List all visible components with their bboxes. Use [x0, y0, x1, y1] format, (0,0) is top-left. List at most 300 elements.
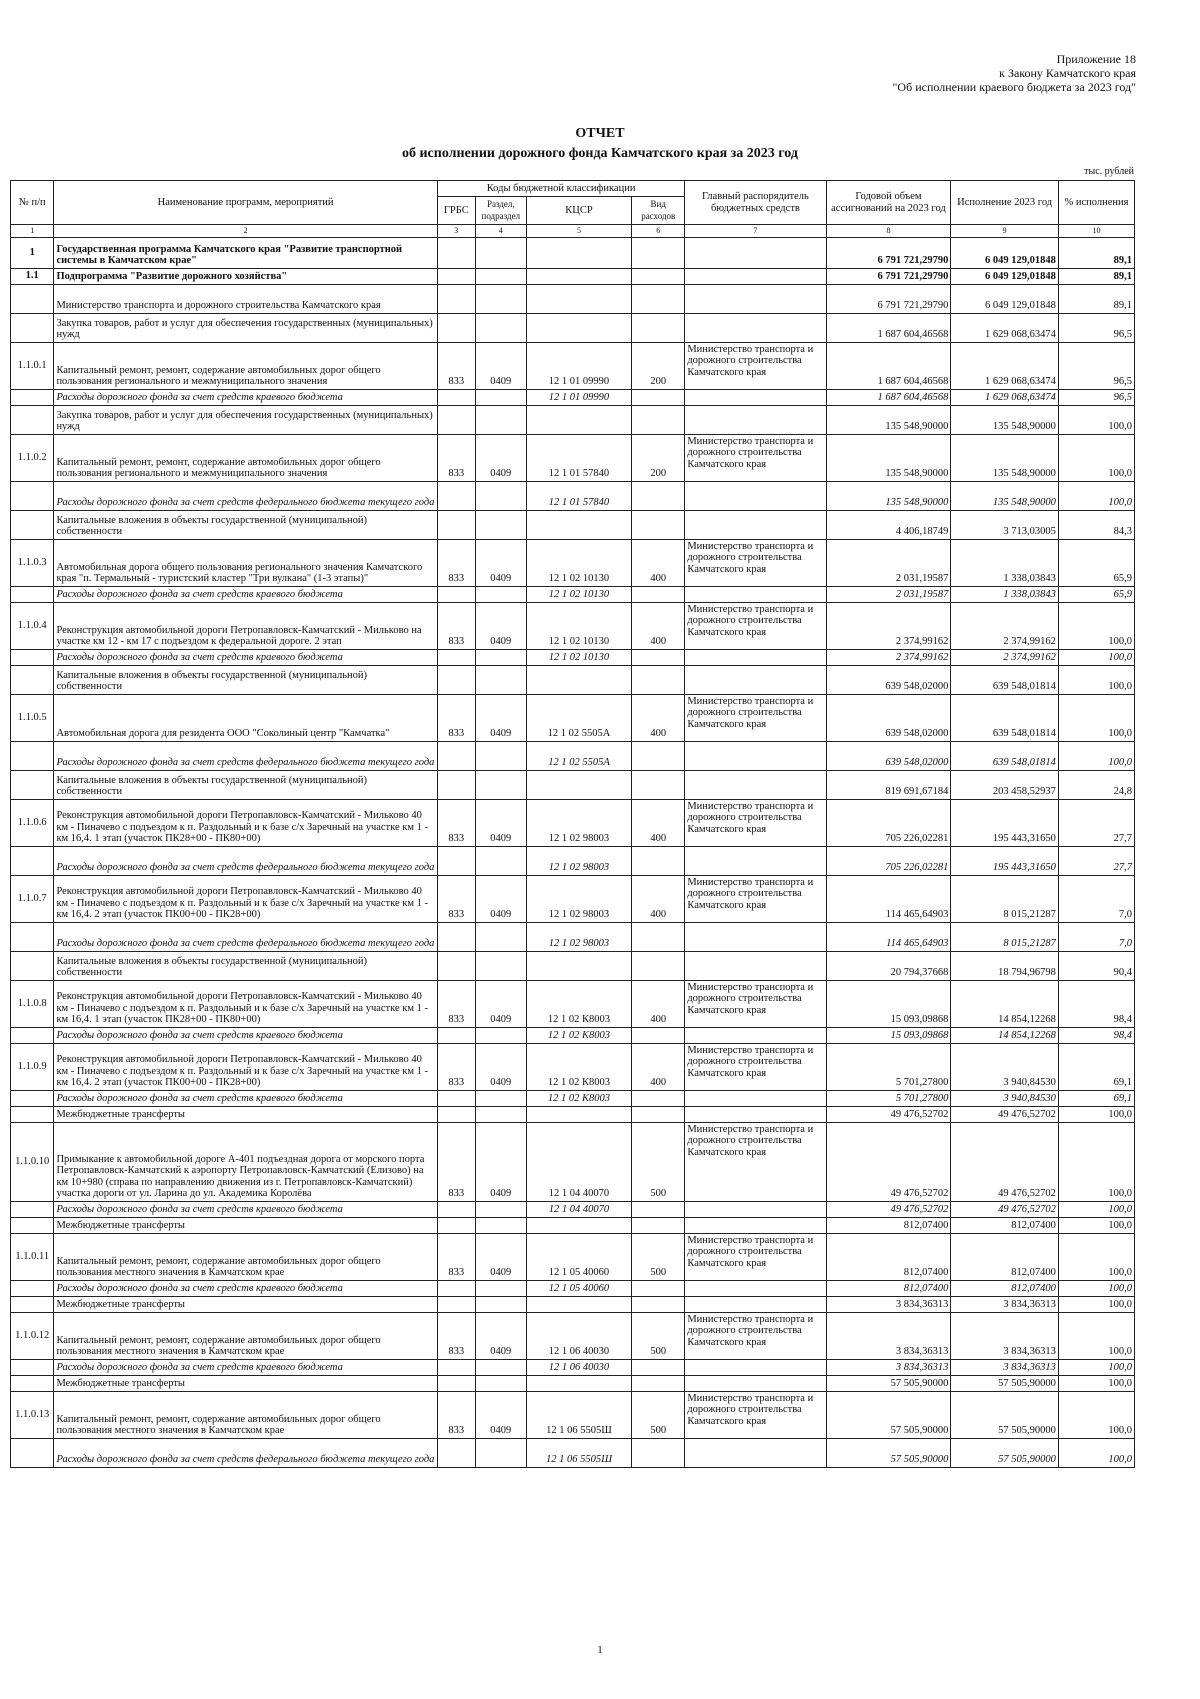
- colnum: 7: [685, 225, 826, 238]
- header-grbs: ГРБС: [437, 197, 475, 225]
- row-vid: [632, 284, 685, 313]
- row-vid: [632, 846, 685, 875]
- row-name: Межбюджетные трансферты: [54, 1375, 437, 1391]
- row-annual: 3 834,36313: [826, 1359, 951, 1375]
- row-manager: [685, 665, 826, 694]
- row-grbs: [437, 405, 475, 434]
- row-section: [475, 1359, 526, 1375]
- row-vid: [632, 586, 685, 602]
- row-kcsr: 12 1 02 98003: [526, 875, 631, 922]
- row-manager: [685, 1201, 826, 1217]
- row-name: Реконструкция автомобильной дороги Петропавловск-Камчатский - Мильково 40 км - Пиначево с подъездом к п. Раздольный и к базе с/х Заречный на участке км 1 - км 16,4. 1 этап (участок ПК28+00 - ПК80+00): [54, 980, 437, 1027]
- table-row: [11, 434, 1135, 481]
- row-grbs: [437, 1280, 475, 1296]
- row-vid: 400: [632, 539, 685, 586]
- row-section: [475, 389, 526, 405]
- row-kcsr: [526, 665, 631, 694]
- row-grbs: [437, 951, 475, 980]
- colnum: 6: [632, 225, 685, 238]
- row-grbs: [437, 510, 475, 539]
- row-manager: [685, 1280, 826, 1296]
- table-row: [11, 1280, 1135, 1296]
- table-row: [11, 1233, 1135, 1280]
- row-section: [475, 481, 526, 510]
- row-kcsr: 12 1 04 40070: [526, 1122, 631, 1201]
- row-manager: [685, 237, 826, 268]
- row-manager: Министерство транспорта и дорожного строительства Камчатского края: [685, 1391, 826, 1438]
- row-section: 0409: [475, 875, 526, 922]
- row-annual: 114 465,64903: [826, 875, 951, 922]
- row-vid: [632, 649, 685, 665]
- row-grbs: [437, 268, 475, 284]
- row-name: Расходы дорожного фонда за счет средств федерального бюджета текущего года: [54, 481, 437, 510]
- row-kcsr: 12 1 05 40060: [526, 1280, 631, 1296]
- row-manager: Министерство транспорта и дорожного строительства Камчатского края: [685, 799, 826, 846]
- row-name: Расходы дорожного фонда за счет средств краевого бюджета: [54, 1090, 437, 1106]
- row-annual: 2 374,99162: [826, 649, 951, 665]
- row-manager: [685, 1359, 826, 1375]
- row-number: [11, 284, 54, 313]
- row-manager: Министерство транспорта и дорожного строительства Камчатского края: [685, 1043, 826, 1090]
- row-percent: 84,3: [1058, 510, 1134, 539]
- row-manager: [685, 481, 826, 510]
- row-kcsr: 12 1 01 09990: [526, 342, 631, 389]
- row-kcsr: [526, 405, 631, 434]
- annex-line-2: к Закону Камчатского края: [999, 66, 1136, 80]
- row-manager: [685, 951, 826, 980]
- row-percent: 100,0: [1058, 602, 1134, 649]
- row-percent: 100,0: [1058, 1122, 1134, 1201]
- row-number: [11, 1217, 54, 1233]
- table-row: [11, 846, 1135, 875]
- row-percent: 100,0: [1058, 1280, 1134, 1296]
- row-annual: 705 226,02281: [826, 846, 951, 875]
- row-kcsr: 12 1 02 98003: [526, 799, 631, 846]
- row-section: 0409: [475, 694, 526, 741]
- row-name: Капитальный ремонт, ремонт, содержание автомобильных дорог общего пользования регионального и межмуниципального значения: [54, 342, 437, 389]
- row-section: 0409: [475, 1122, 526, 1201]
- row-section: 0409: [475, 1233, 526, 1280]
- row-vid: [632, 741, 685, 770]
- row-name: Реконструкция автомобильной дороги Петропавловск-Камчатский - Мильково 40 км - Пиначево с подъездом к п. Раздольный и к базе с/х Заречный на участке км 1 - км 16,4. 1 этап (участок ПК28+00 - ПК80+00): [54, 799, 437, 846]
- colnum: 9: [951, 225, 1059, 238]
- row-execution: 6 049 129,01848: [951, 237, 1059, 268]
- row-annual: 2 031,19587: [826, 539, 951, 586]
- row-vid: [632, 481, 685, 510]
- row-vid: [632, 1106, 685, 1122]
- row-vid: [632, 1090, 685, 1106]
- row-kcsr: 12 1 02 98003: [526, 846, 631, 875]
- row-number: [11, 770, 54, 799]
- table-row: [11, 649, 1135, 665]
- colnum: 3: [437, 225, 475, 238]
- row-execution: 6 049 129,01848: [951, 284, 1059, 313]
- row-annual: 812,07400: [826, 1280, 951, 1296]
- row-manager: [685, 1106, 826, 1122]
- row-manager: Министерство транспорта и дорожного строительства Камчатского края: [685, 602, 826, 649]
- row-percent: 100,0: [1058, 481, 1134, 510]
- row-section: [475, 846, 526, 875]
- table-row: [11, 799, 1135, 846]
- header-annual: Годовой объем ассигнований на 2023 год: [826, 181, 951, 225]
- row-vid: [632, 268, 685, 284]
- column-number-row: [11, 225, 1135, 238]
- annex-line-3: "Об исполнении краевого бюджета за 2023 год": [892, 80, 1136, 94]
- row-kcsr: [526, 951, 631, 980]
- row-manager: Министерство транспорта и дорожного строительства Камчатского края: [685, 1312, 826, 1359]
- table-row: [11, 510, 1135, 539]
- row-annual: 114 465,64903: [826, 922, 951, 951]
- table-row: [11, 342, 1135, 389]
- table-row: [11, 1391, 1135, 1438]
- row-vid: [632, 1375, 685, 1391]
- row-execution: 3 834,36313: [951, 1296, 1059, 1312]
- row-grbs: 833: [437, 342, 475, 389]
- row-annual: 6 791 721,29790: [826, 237, 951, 268]
- row-kcsr: 12 1 02 К8003: [526, 980, 631, 1027]
- row-grbs: [437, 1296, 475, 1312]
- row-manager: Министерство транспорта и дорожного строительства Камчатского края: [685, 539, 826, 586]
- colnum: 4: [475, 225, 526, 238]
- row-execution: 135 548,90000: [951, 405, 1059, 434]
- row-number: 1.1.0.5: [11, 694, 54, 741]
- row-vid: [632, 237, 685, 268]
- row-grbs: 833: [437, 602, 475, 649]
- row-execution: 3 940,84530: [951, 1090, 1059, 1106]
- row-manager: [685, 1217, 826, 1233]
- row-vid: [632, 1359, 685, 1375]
- row-manager: [685, 586, 826, 602]
- row-grbs: [437, 1217, 475, 1233]
- row-annual: 5 701,27800: [826, 1043, 951, 1090]
- row-execution: 135 548,90000: [951, 481, 1059, 510]
- row-grbs: [437, 389, 475, 405]
- row-manager: Министерство транспорта и дорожного строительства Камчатского края: [685, 1122, 826, 1201]
- row-kcsr: 12 1 06 5505Ш: [526, 1391, 631, 1438]
- row-number: [11, 649, 54, 665]
- row-section: [475, 237, 526, 268]
- row-manager: [685, 510, 826, 539]
- units-label: тыс. рублей: [1084, 166, 1134, 177]
- row-section: [475, 268, 526, 284]
- row-kcsr: [526, 1296, 631, 1312]
- row-execution: 8 015,21287: [951, 922, 1059, 951]
- row-annual: 3 834,36313: [826, 1296, 951, 1312]
- row-vid: [632, 1027, 685, 1043]
- row-vid: 500: [632, 1233, 685, 1280]
- row-kcsr: 12 1 02 К8003: [526, 1090, 631, 1106]
- row-number: 1.1.0.3: [11, 539, 54, 586]
- row-number: 1.1.0.1: [11, 342, 54, 389]
- row-grbs: 833: [437, 1391, 475, 1438]
- row-name: Капитальные вложения в объекты государственной (муниципальной) собственности: [54, 665, 437, 694]
- row-kcsr: [526, 770, 631, 799]
- row-section: [475, 1201, 526, 1217]
- row-number: [11, 1106, 54, 1122]
- row-number: 1.1.0.9: [11, 1043, 54, 1090]
- row-annual: 135 548,90000: [826, 481, 951, 510]
- row-grbs: 833: [437, 539, 475, 586]
- row-execution: 1 629 068,63474: [951, 313, 1059, 342]
- row-percent: 90,4: [1058, 951, 1134, 980]
- row-number: 1.1.0.10: [11, 1122, 54, 1201]
- row-grbs: [437, 284, 475, 313]
- row-kcsr: 12 1 02 К8003: [526, 1043, 631, 1090]
- row-vid: [632, 1201, 685, 1217]
- table-row: [11, 665, 1135, 694]
- table-row: [11, 539, 1135, 586]
- header-manager: Главный распорядитель бюджетных средств: [685, 181, 826, 225]
- row-percent: 100,0: [1058, 741, 1134, 770]
- row-manager: [685, 649, 826, 665]
- row-vid: 200: [632, 342, 685, 389]
- row-name: Автомобильная дорога общего пользования регионального значения Камчатского края "п. Термальный - туристский кластер "Три вулкана" (1-3 этапы)": [54, 539, 437, 586]
- row-name: Государственная программа Камчатского края "Развитие транспортной системы в Камчатском крае": [54, 237, 437, 268]
- row-percent: 69,1: [1058, 1090, 1134, 1106]
- row-section: [475, 1375, 526, 1391]
- row-number: [11, 1280, 54, 1296]
- row-vid: [632, 951, 685, 980]
- row-section: [475, 922, 526, 951]
- row-number: [11, 313, 54, 342]
- row-execution: 1 629 068,63474: [951, 389, 1059, 405]
- row-number: [11, 586, 54, 602]
- row-vid: 500: [632, 1122, 685, 1201]
- table-row: [11, 770, 1135, 799]
- row-section: [475, 1027, 526, 1043]
- row-number: [11, 389, 54, 405]
- row-kcsr: 12 1 02 10130: [526, 649, 631, 665]
- row-number: 1.1.0.8: [11, 980, 54, 1027]
- row-kcsr: 12 1 01 09990: [526, 389, 631, 405]
- row-vid: [632, 922, 685, 951]
- row-vid: [632, 1217, 685, 1233]
- row-kcsr: 12 1 06 40030: [526, 1359, 631, 1375]
- row-section: [475, 1217, 526, 1233]
- annex-note: [716, 52, 1136, 94]
- annex-line-1: Приложение 18: [1056, 52, 1136, 66]
- row-grbs: [437, 1359, 475, 1375]
- row-annual: 6 791 721,29790: [826, 284, 951, 313]
- row-name: Примыкание к автомобильной дороге А-401 подъездная дорога от морского порта Петропавловск-Камчатский к аэропорту Петропавловск-Камчатский (Елизово) на км 10+980 (справа по направлению движения из г. Петропавловск-Камчатский) участка дороги от ул. Ларина до ул. Академика Королёва: [54, 1122, 437, 1201]
- row-vid: [632, 510, 685, 539]
- row-number: 1.1.0.4: [11, 602, 54, 649]
- row-execution: 812,07400: [951, 1280, 1059, 1296]
- row-percent: 100,0: [1058, 649, 1134, 665]
- row-number: [11, 1296, 54, 1312]
- row-percent: 7,0: [1058, 922, 1134, 951]
- table-row: [11, 389, 1135, 405]
- row-vid: 400: [632, 694, 685, 741]
- row-manager: Министерство транспорта и дорожного строительства Камчатского края: [685, 875, 826, 922]
- row-execution: 3 834,36313: [951, 1359, 1059, 1375]
- row-manager: [685, 846, 826, 875]
- header-vid: Вид расходов: [632, 197, 685, 225]
- row-number: [11, 922, 54, 951]
- row-percent: 100,0: [1058, 405, 1134, 434]
- row-execution: 1 629 068,63474: [951, 342, 1059, 389]
- row-kcsr: 12 1 02 5505А: [526, 741, 631, 770]
- row-number: [11, 405, 54, 434]
- table-row: [11, 284, 1135, 313]
- colnum: 2: [54, 225, 437, 238]
- row-name: Межбюджетные трансферты: [54, 1296, 437, 1312]
- row-annual: 135 548,90000: [826, 434, 951, 481]
- row-manager: [685, 284, 826, 313]
- row-section: 0409: [475, 1312, 526, 1359]
- row-vid: [632, 313, 685, 342]
- row-kcsr: [526, 1106, 631, 1122]
- row-number: [11, 1027, 54, 1043]
- row-number: 1.1.0.2: [11, 434, 54, 481]
- row-percent: 96,5: [1058, 389, 1134, 405]
- table-row: [11, 1312, 1135, 1359]
- row-grbs: [437, 481, 475, 510]
- row-percent: 100,0: [1058, 694, 1134, 741]
- row-manager: Министерство транспорта и дорожного строительства Камчатского края: [685, 694, 826, 741]
- row-section: 0409: [475, 799, 526, 846]
- row-kcsr: 12 1 01 57840: [526, 481, 631, 510]
- row-kcsr: [526, 1375, 631, 1391]
- row-name: Капитальный ремонт, ремонт, содержание автомобильных дорог общего пользования местного значения в Камчатском крае: [54, 1312, 437, 1359]
- row-execution: 639 548,01814: [951, 741, 1059, 770]
- table-row: [11, 1438, 1135, 1467]
- row-section: [475, 741, 526, 770]
- row-name: Капитальные вложения в объекты государственной (муниципальной) собственности: [54, 770, 437, 799]
- row-grbs: 833: [437, 1233, 475, 1280]
- row-kcsr: 12 1 06 5505Ш: [526, 1438, 631, 1467]
- table-row: [11, 237, 1135, 268]
- row-number: 1.1.0.11: [11, 1233, 54, 1280]
- row-grbs: [437, 1438, 475, 1467]
- row-name: Расходы дорожного фонда за счет средств краевого бюджета: [54, 1280, 437, 1296]
- row-kcsr: 12 1 02 98003: [526, 922, 631, 951]
- row-section: [475, 284, 526, 313]
- row-percent: 100,0: [1058, 1201, 1134, 1217]
- row-execution: 49 476,52702: [951, 1201, 1059, 1217]
- colnum: 5: [526, 225, 631, 238]
- row-section: [475, 313, 526, 342]
- row-vid: 200: [632, 434, 685, 481]
- row-kcsr: [526, 268, 631, 284]
- row-number: 1.1.0.13: [11, 1391, 54, 1438]
- row-kcsr: [526, 237, 631, 268]
- row-number: [11, 1375, 54, 1391]
- header-execution: Исполнение 2023 год: [951, 181, 1059, 225]
- row-execution: 1 338,03843: [951, 586, 1059, 602]
- row-percent: 100,0: [1058, 1296, 1134, 1312]
- table-row: [11, 1043, 1135, 1090]
- row-section: [475, 1090, 526, 1106]
- header-section: Раздел, подраздел: [475, 197, 526, 225]
- table-row: [11, 922, 1135, 951]
- row-execution: 203 458,52937: [951, 770, 1059, 799]
- row-vid: [632, 1438, 685, 1467]
- row-number: [11, 1438, 54, 1467]
- row-percent: 100,0: [1058, 1359, 1134, 1375]
- row-percent: 24,8: [1058, 770, 1134, 799]
- row-execution: 3 834,36313: [951, 1312, 1059, 1359]
- header-num: № п/п: [11, 181, 54, 225]
- row-section: 0409: [475, 434, 526, 481]
- row-section: [475, 586, 526, 602]
- row-number: 1.1.0.12: [11, 1312, 54, 1359]
- row-manager: [685, 313, 826, 342]
- row-grbs: [437, 741, 475, 770]
- row-vid: 500: [632, 1391, 685, 1438]
- table-row: [11, 980, 1135, 1027]
- row-section: [475, 649, 526, 665]
- row-name: Капитальный ремонт, ремонт, содержание автомобильных дорог общего пользования местного значения в Камчатском крае: [54, 1233, 437, 1280]
- table-row: [11, 1359, 1135, 1375]
- row-annual: 57 505,90000: [826, 1391, 951, 1438]
- row-annual: 5 701,27800: [826, 1090, 951, 1106]
- row-grbs: 833: [437, 694, 475, 741]
- row-percent: 100,0: [1058, 1438, 1134, 1467]
- row-grbs: 833: [437, 799, 475, 846]
- row-percent: 69,1: [1058, 1043, 1134, 1090]
- row-grbs: [437, 770, 475, 799]
- row-manager: [685, 741, 826, 770]
- row-percent: 65,9: [1058, 539, 1134, 586]
- row-annual: 4 406,18749: [826, 510, 951, 539]
- row-percent: 100,0: [1058, 1217, 1134, 1233]
- row-name: Расходы дорожного фонда за счет средств федерального бюджета текущего года: [54, 922, 437, 951]
- row-annual: 3 834,36313: [826, 1312, 951, 1359]
- row-section: [475, 1296, 526, 1312]
- row-manager: [685, 405, 826, 434]
- table-row: [11, 951, 1135, 980]
- row-annual: 49 476,52702: [826, 1201, 951, 1217]
- row-number: 1.1.0.7: [11, 875, 54, 922]
- row-grbs: [437, 1375, 475, 1391]
- row-grbs: 833: [437, 434, 475, 481]
- colnum: 1: [11, 225, 54, 238]
- row-execution: 18 794,96798: [951, 951, 1059, 980]
- row-kcsr: 12 1 02 10130: [526, 586, 631, 602]
- row-execution: 2 374,99162: [951, 602, 1059, 649]
- row-percent: 89,1: [1058, 237, 1134, 268]
- row-number: [11, 1090, 54, 1106]
- row-section: [475, 510, 526, 539]
- row-section: 0409: [475, 1043, 526, 1090]
- row-name: Реконструкция автомобильной дороги Петропавловск-Камчатский - Мильково 40 км - Пиначево с подъездом к п. Раздольный и к базе с/х Заречный на участке км 1 - км 16,4. 2 этап (участок ПК00+00 - ПК28+00): [54, 1043, 437, 1090]
- row-section: 0409: [475, 342, 526, 389]
- row-number: [11, 846, 54, 875]
- row-manager: [685, 1090, 826, 1106]
- row-manager: Министерство транспорта и дорожного строительства Камчатского края: [685, 980, 826, 1027]
- row-name: Закупка товаров, работ и услуг для обеспечения государственных (муниципальных) нужд: [54, 313, 437, 342]
- table-row: [11, 586, 1135, 602]
- row-section: [475, 951, 526, 980]
- table-row: [11, 1296, 1135, 1312]
- row-percent: 96,5: [1058, 313, 1134, 342]
- row-section: 0409: [475, 602, 526, 649]
- row-vid: 400: [632, 1043, 685, 1090]
- table-row: [11, 602, 1135, 649]
- row-manager: [685, 1296, 826, 1312]
- row-name: Реконструкция автомобильной дороги Петропавловск-Камчатский - Мильково на участке км 12 - км 17 с подъездом к федеральной дороге. 2 этап: [54, 602, 437, 649]
- row-vid: [632, 1280, 685, 1296]
- row-grbs: [437, 665, 475, 694]
- row-percent: 98,4: [1058, 1027, 1134, 1043]
- row-execution: 812,07400: [951, 1233, 1059, 1280]
- row-number: 1.1.0.6: [11, 799, 54, 846]
- table-row: [11, 1106, 1135, 1122]
- row-name: Межбюджетные трансферты: [54, 1106, 437, 1122]
- row-grbs: [437, 586, 475, 602]
- row-name: Расходы дорожного фонда за счет средств краевого бюджета: [54, 389, 437, 405]
